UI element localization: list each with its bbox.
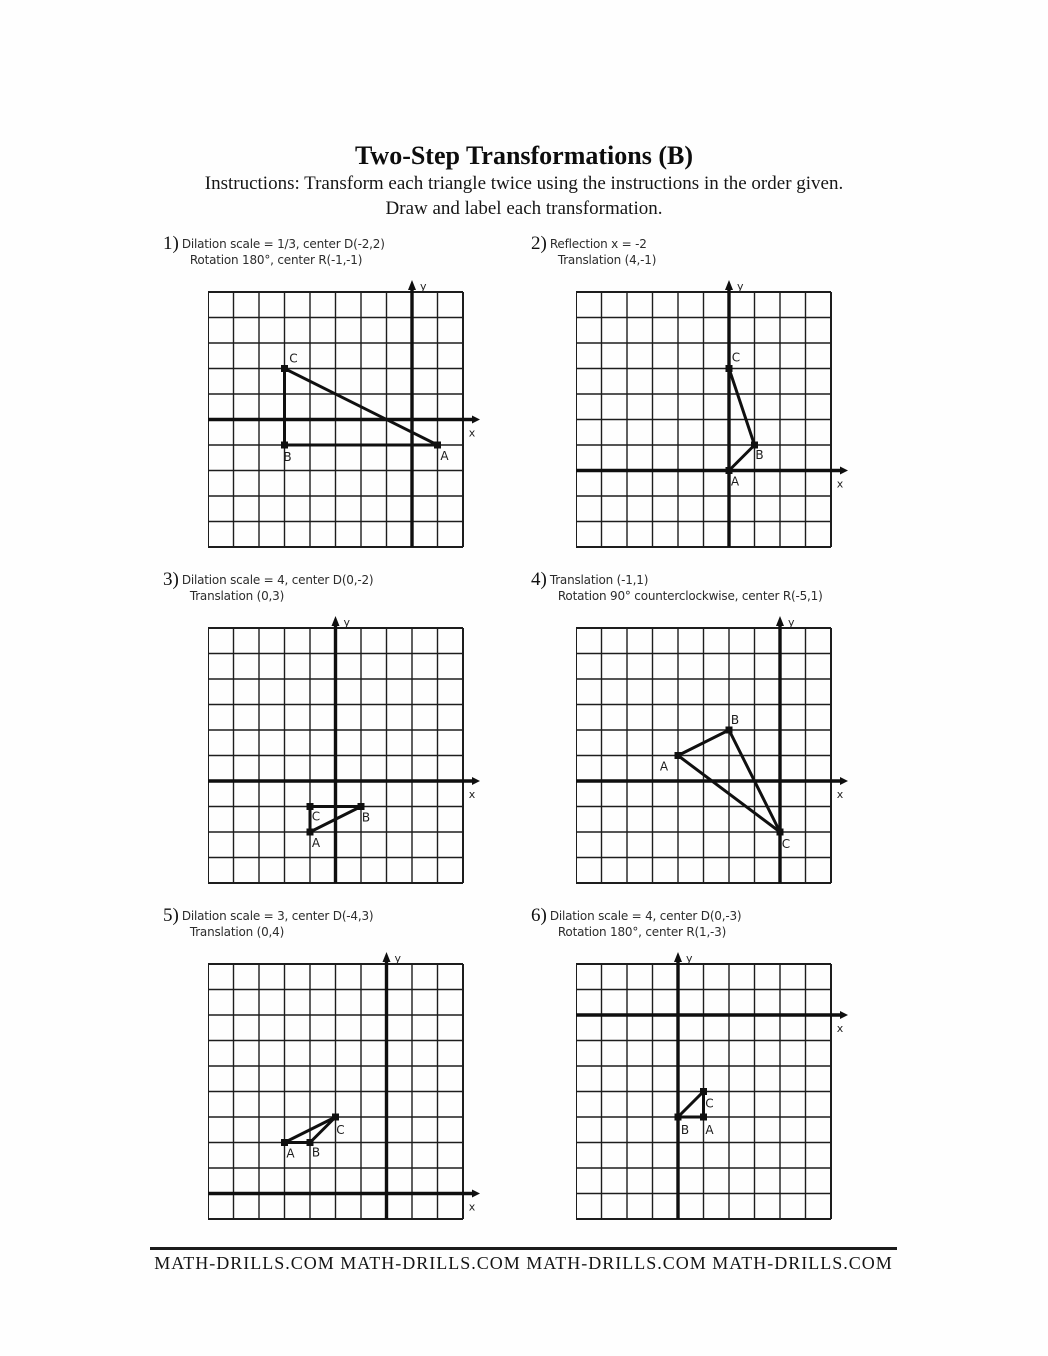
coordinate-grid <box>576 280 856 550</box>
y-axis-arrow-icon <box>776 616 784 626</box>
y-axis-arrow-icon <box>725 280 733 290</box>
instructions <box>0 171 1048 221</box>
problem-number: 4) <box>531 569 547 590</box>
problem-steps <box>182 235 385 268</box>
transformation-step-2: Rotation 90° counterclockwise, center R(-5,1) <box>557 589 823 603</box>
footer-watermark: MATH-DRILLS.COM MATH-DRILLS.COM MATH-DRILLS.COM MATH-DRILLS.COM <box>154 1253 893 1273</box>
vertex-label: B <box>283 450 292 464</box>
problem-header <box>163 235 531 268</box>
transformation-step-2: Rotation 180°, center R(-1,-1) <box>189 253 363 267</box>
vertex-dot <box>281 1139 288 1146</box>
vertex-dot <box>777 829 784 836</box>
vertex-label: C <box>289 351 298 366</box>
x-axis-label: x <box>836 788 844 801</box>
vertex-label: B <box>311 1145 321 1160</box>
y-axis-arrow-icon <box>383 952 391 962</box>
transformation-step-1: Dilation scale = 3, center D(-4,3) <box>181 909 374 923</box>
vertex-dot <box>358 803 365 810</box>
vertex-label: B <box>730 713 740 727</box>
vertex-label: A <box>730 474 740 489</box>
vertex-label: A <box>311 836 321 850</box>
x-axis-arrow-icon <box>840 1011 848 1019</box>
coordinate-grid <box>576 616 856 886</box>
instructions-line-2: Draw and label each transformation. <box>385 198 663 219</box>
y-axis-label: y <box>788 616 795 629</box>
x-axis-arrow-icon <box>472 777 480 785</box>
x-axis-label: x <box>468 1200 476 1214</box>
vertex-label: C <box>311 809 321 824</box>
coordinate-grid <box>576 952 856 1222</box>
problem-header <box>531 235 899 268</box>
vertex-dot <box>726 467 733 474</box>
problem <box>163 907 531 1243</box>
problem <box>531 235 899 571</box>
vertex-dot <box>675 1114 682 1121</box>
vertex-label: A <box>659 759 669 774</box>
footer-divider <box>150 1247 897 1250</box>
coordinate-grid <box>208 952 488 1222</box>
transformation-step-1: Reflection x = -2 <box>549 237 647 251</box>
problem-header <box>163 571 531 604</box>
problem-steps <box>550 235 656 268</box>
problem-number: 3) <box>163 569 179 590</box>
vertex-label: B <box>680 1123 690 1137</box>
vertex-dot <box>675 752 682 759</box>
transformation-step-2: Translation (0,3) <box>189 589 285 603</box>
problem <box>163 235 531 571</box>
x-axis-arrow-icon <box>472 416 480 424</box>
problem-steps <box>182 571 374 604</box>
problem <box>531 907 899 1243</box>
vertex-dot <box>700 1088 707 1095</box>
transformation-step-1: Dilation scale = 1/3, center D(-2,2) <box>181 237 385 251</box>
y-axis-arrow-icon <box>674 952 682 962</box>
problem-number: 2) <box>531 233 547 254</box>
x-axis-arrow-icon <box>840 467 848 475</box>
transformation-step-1: Dilation scale = 4, center D(0,-2) <box>181 573 374 587</box>
vertex-dot <box>281 442 288 449</box>
problem-steps <box>550 571 823 604</box>
y-axis-label: y <box>394 952 402 965</box>
problem <box>531 571 899 907</box>
y-axis-label: y <box>737 280 744 293</box>
coordinate-grid <box>208 280 488 550</box>
vertex-label: C <box>731 350 741 365</box>
vertex-dot <box>726 727 733 734</box>
problem-header <box>163 907 531 940</box>
problem-number: 5) <box>163 905 179 926</box>
vertex-dot <box>700 1114 707 1121</box>
y-axis-label: y <box>343 616 351 629</box>
problem-steps <box>550 907 742 940</box>
x-axis-arrow-icon <box>840 777 848 785</box>
vertex-label: A <box>440 449 449 463</box>
problem-steps <box>182 907 374 940</box>
x-axis-label: x <box>468 426 476 440</box>
y-axis-label: y <box>420 280 427 293</box>
transformation-step-2: Translation (4,-1) <box>557 253 657 267</box>
problem-number: 1) <box>163 233 179 254</box>
vertex-label: B <box>755 448 764 462</box>
y-axis-arrow-icon <box>332 616 340 626</box>
triangle <box>678 1092 704 1118</box>
coordinate-grid <box>208 616 488 886</box>
transformation-step-2: Translation (0,4) <box>189 925 285 939</box>
x-axis-label: x <box>836 1022 844 1035</box>
x-axis-arrow-icon <box>472 1190 480 1198</box>
transformation-step-1: Translation (-1,1) <box>549 573 649 587</box>
vertex-label: A <box>705 1123 714 1137</box>
y-axis-label: y <box>686 952 693 965</box>
problem-header <box>531 907 899 940</box>
page-title: Two-Step Transformations (B) <box>355 141 693 171</box>
vertex-label: A <box>286 1146 295 1161</box>
vertex-dot <box>726 365 733 372</box>
problem <box>163 571 531 907</box>
vertex-label: C <box>705 1096 714 1111</box>
vertex-dot <box>281 365 288 372</box>
transformation-step-2: Rotation 180°, center R(1,-3) <box>557 925 727 939</box>
vertex-label: B <box>361 810 371 825</box>
vertex-label: C <box>781 837 791 851</box>
x-axis-label: x <box>468 788 476 801</box>
vertex-label: C <box>336 1123 345 1137</box>
problems-grid <box>163 235 903 1243</box>
transformation-step-1: Dilation scale = 4, center D(0,-3) <box>549 909 742 923</box>
vertex-dot <box>307 829 314 836</box>
x-axis-label: x <box>836 477 844 491</box>
instructions-line-1: Instructions: Transform each triangle twice using the instructions in the order given. <box>204 173 844 194</box>
problem-header <box>531 571 899 604</box>
vertex-dot <box>332 1114 339 1121</box>
vertex-dot <box>434 442 441 449</box>
y-axis-arrow-icon <box>408 280 416 290</box>
problem-number: 6) <box>531 905 547 926</box>
